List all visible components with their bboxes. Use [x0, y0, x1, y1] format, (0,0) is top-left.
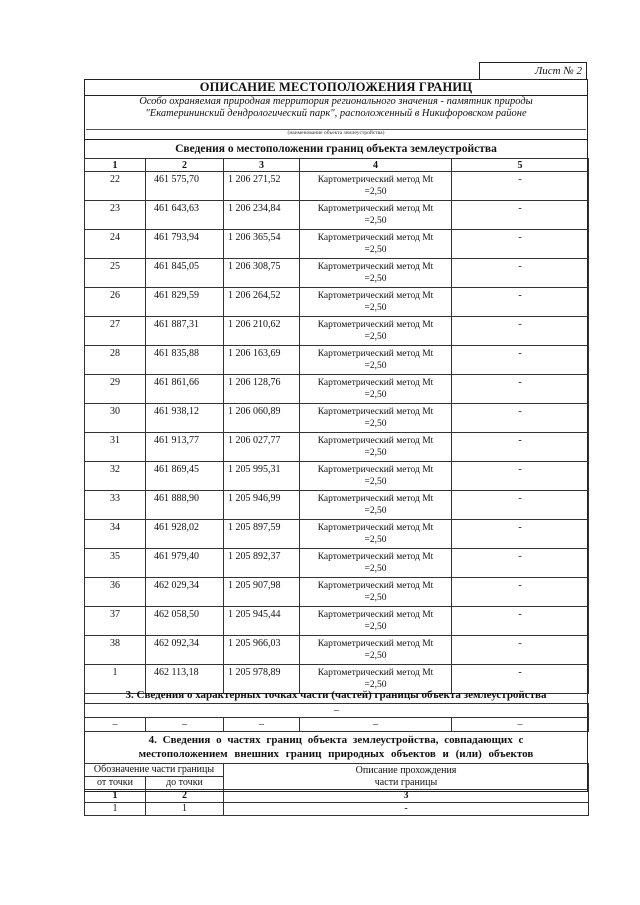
coord-y: 1 206 163,69: [224, 346, 300, 375]
coord-x: 461 835,88: [146, 346, 224, 375]
method-line1: Картометрический метод Mt: [317, 407, 434, 417]
coord-y: 1 205 892,37: [224, 549, 300, 578]
method-description: [300, 375, 452, 404]
point-number: 28: [85, 346, 146, 375]
sheet-number-box: [479, 62, 587, 79]
section3-table: [84, 703, 589, 732]
table-row: [85, 718, 589, 732]
method-line1: Картометрический метод Mt: [317, 552, 434, 562]
method-description: [300, 491, 452, 520]
method-line2: =2,50: [364, 390, 387, 400]
head-desc-line1: Описание прохождения: [355, 764, 457, 776]
section-divider: [84, 139, 588, 140]
coord-x: 462 058,50: [146, 607, 224, 636]
point-note: -: [452, 375, 589, 404]
method-line1: Картометрический метод Mt: [317, 668, 434, 678]
coord-x: 461 643,63: [146, 201, 224, 230]
method-description: [300, 607, 452, 636]
method-line2: =2,50: [364, 622, 387, 632]
coord-y: 1 205 946,99: [224, 491, 300, 520]
page-title: ОПИСАНИЕ МЕСТОПОЛОЖЕНИЯ ГРАНИЦ: [199, 80, 473, 94]
section4-table: [84, 763, 589, 816]
object-name: [86, 96, 586, 120]
point-note: -: [452, 549, 589, 578]
point-note: -: [452, 288, 589, 317]
method-description: [300, 404, 452, 433]
section2-title: Сведения о местоположении границ объекта землеустройства: [175, 143, 497, 155]
coord-x: 462 113,18: [146, 665, 224, 694]
head-to: до точки: [146, 777, 224, 790]
coord-y: 1 206 365,54: [224, 230, 300, 259]
method-line1: Картометрический метод Mt: [317, 639, 434, 649]
num-header-1: 1: [85, 790, 146, 803]
point-number: 36: [85, 578, 146, 607]
point-number: 30: [85, 404, 146, 433]
point-number: 33: [85, 491, 146, 520]
table-row: [85, 491, 589, 520]
header-col-1: 1: [85, 159, 146, 172]
point-number: 26: [85, 288, 146, 317]
section3-cell: –: [224, 718, 300, 732]
point-note: -: [452, 259, 589, 288]
method-line2: =2,50: [364, 245, 387, 255]
method-line1: Картометрический метод Mt: [317, 349, 434, 359]
coord-x: 461 575,70: [146, 172, 224, 201]
table-row: [85, 375, 589, 404]
method-line2: =2,50: [364, 216, 387, 226]
table-row: [85, 636, 589, 665]
coord-x: 461 938,12: [146, 404, 224, 433]
method-description: [300, 346, 452, 375]
method-line2: =2,50: [364, 564, 387, 574]
method-line1: Картометрический метод Mt: [317, 175, 434, 185]
method-description: [300, 317, 452, 346]
point-note: -: [452, 491, 589, 520]
method-description: [300, 259, 452, 288]
point-note: -: [452, 607, 589, 636]
section3-cell: –: [300, 718, 452, 732]
point-number: 22: [85, 172, 146, 201]
coord-x: 461 845,05: [146, 259, 224, 288]
point-note: -: [452, 172, 589, 201]
method-line2: =2,50: [364, 419, 387, 429]
method-description: [300, 520, 452, 549]
table-row: [85, 172, 589, 201]
head-from: от точки: [85, 777, 146, 790]
header-col-4: 4: [300, 159, 452, 172]
point-note: -: [452, 230, 589, 259]
coord-x: 462 092,34: [146, 636, 224, 665]
table-row: [85, 201, 589, 230]
coord-x: 461 979,40: [146, 549, 224, 578]
method-line2: =2,50: [364, 303, 387, 313]
table-row: [85, 288, 589, 317]
coord-x: 461 913,77: [146, 433, 224, 462]
coord-y: 1 206 210,62: [224, 317, 300, 346]
point-note: -: [452, 433, 589, 462]
method-line2: =2,50: [364, 361, 387, 371]
point-note: -: [452, 317, 589, 346]
table-header-row: [85, 764, 589, 777]
table-header-row: [85, 159, 589, 172]
object-name-line2: "Екатерининский дендрологический парк", расположенный в Никифоровском районе: [145, 108, 527, 119]
method-line1: Картометрический метод Mt: [317, 581, 434, 591]
table-row: [85, 578, 589, 607]
method-description: [300, 172, 452, 201]
point-number: 35: [85, 549, 146, 578]
coord-y: 1 205 978,89: [224, 665, 300, 694]
method-line1: Картометрический метод Mt: [317, 465, 434, 475]
point-note: -: [452, 462, 589, 491]
point-number: 24: [85, 230, 146, 259]
section4-title-line1: 4. Сведения о частях границ объекта землеустройства, совпадающих с: [148, 734, 524, 746]
method-line2: =2,50: [364, 535, 387, 545]
table-row: [85, 433, 589, 462]
method-description: [300, 201, 452, 230]
point-note: -: [452, 520, 589, 549]
section4-title: [84, 733, 588, 761]
section4-cell: -: [224, 803, 589, 816]
table-row: [85, 462, 589, 491]
section3-cell: –: [452, 718, 589, 732]
head-desc: [224, 764, 589, 790]
table-row: [85, 704, 589, 718]
coord-x: 461 793,94: [146, 230, 224, 259]
head-part: Обозначение части границы: [85, 764, 224, 777]
table-header-row: [85, 790, 589, 803]
section4-title-line2: местоположением внешних границ природных объектов и (или) объектов: [138, 748, 534, 760]
point-note: -: [452, 346, 589, 375]
table-row: [85, 549, 589, 578]
section4-cell: 1: [146, 803, 224, 816]
point-number: 29: [85, 375, 146, 404]
coord-y: 1 206 308,75: [224, 259, 300, 288]
method-line1: Картометрический метод Mt: [317, 436, 434, 446]
method-line1: Картометрический метод Mt: [317, 378, 434, 388]
header-col-5: 5: [452, 159, 589, 172]
method-line1: Картометрический метод Mt: [317, 523, 434, 533]
coord-y: 1 205 995,31: [224, 462, 300, 491]
method-line1: Картометрический метод Mt: [317, 320, 434, 330]
header-col-3: 3: [224, 159, 300, 172]
section3-cell: –: [85, 718, 146, 732]
header-col-2: 2: [146, 159, 224, 172]
method-line1: Картометрический метод Mt: [317, 262, 434, 272]
coord-y: 1 205 966,03: [224, 636, 300, 665]
sheet-label: Лист № 2: [534, 65, 582, 77]
point-note: -: [452, 578, 589, 607]
point-number: 27: [85, 317, 146, 346]
method-line2: =2,50: [364, 477, 387, 487]
coord-y: 1 206 027,77: [224, 433, 300, 462]
method-line2: =2,50: [364, 651, 387, 661]
point-number: 23: [85, 201, 146, 230]
table-row: [85, 803, 589, 816]
method-description: [300, 288, 452, 317]
section3-cell: –: [146, 718, 224, 732]
point-number: 32: [85, 462, 146, 491]
method-line2: =2,50: [364, 593, 387, 603]
coord-y: 1 206 060,89: [224, 404, 300, 433]
point-number: 31: [85, 433, 146, 462]
coord-x: 461 887,31: [146, 317, 224, 346]
table-row: [85, 346, 589, 375]
coord-x: 461 861,66: [146, 375, 224, 404]
method-description: [300, 462, 452, 491]
table-row: [85, 317, 589, 346]
point-number: 34: [85, 520, 146, 549]
method-line2: =2,50: [364, 680, 387, 690]
method-line1: Картометрический метод Mt: [317, 610, 434, 620]
section3-row1-cell: –: [85, 704, 589, 718]
point-number: 1: [85, 665, 146, 694]
num-header-2: 2: [146, 790, 224, 803]
method-line2: =2,50: [364, 187, 387, 197]
coord-y: 1 205 907,98: [224, 578, 300, 607]
point-note: -: [452, 404, 589, 433]
boundary-points-table: [84, 158, 589, 694]
point-note: -: [452, 201, 589, 230]
method-line2: =2,50: [364, 274, 387, 284]
method-line1: Картометрический метод Mt: [317, 494, 434, 504]
point-note: -: [452, 665, 589, 694]
table-row: [85, 520, 589, 549]
coord-x: 461 928,02: [146, 520, 224, 549]
method-line1: Картометрический метод Mt: [317, 233, 434, 243]
method-line1: Картометрический метод Mt: [317, 291, 434, 301]
coord-x: 461 869,45: [146, 462, 224, 491]
head-desc-line2: части границы: [374, 776, 438, 788]
table-row: [85, 404, 589, 433]
section3-title: 3. Сведения о характерных точках части (частей) границы объекта землеустройства: [125, 689, 547, 701]
method-description: [300, 578, 452, 607]
point-number: 25: [85, 259, 146, 288]
point-number: 38: [85, 636, 146, 665]
coord-x: 461 829,59: [146, 288, 224, 317]
section4-cell: 1: [85, 803, 146, 816]
method-description: [300, 230, 452, 259]
coord-x: 461 888,90: [146, 491, 224, 520]
coord-y: 1 206 271,52: [224, 172, 300, 201]
method-line2: =2,50: [364, 448, 387, 458]
table-row: [85, 259, 589, 288]
method-line2: =2,50: [364, 332, 387, 342]
method-line1: Картометрический метод Mt: [317, 204, 434, 214]
name-caption: (наименование объекта землеустройства): [287, 130, 385, 136]
num-header-3: 3: [224, 790, 589, 803]
table-row: [85, 230, 589, 259]
table-row: [85, 607, 589, 636]
point-number: 37: [85, 607, 146, 636]
coord-y: 1 206 234,84: [224, 201, 300, 230]
method-description: [300, 636, 452, 665]
method-line2: =2,50: [364, 506, 387, 516]
coord-y: 1 206 264,52: [224, 288, 300, 317]
method-description: [300, 433, 452, 462]
object-name-line1: Особо охраняемая природная территория регионального значения - памятник природы: [139, 96, 533, 107]
coord-y: 1 205 897,59: [224, 520, 300, 549]
coord-y: 1 205 945,44: [224, 607, 300, 636]
point-note: -: [452, 636, 589, 665]
method-description: [300, 549, 452, 578]
coord-x: 462 029,34: [146, 578, 224, 607]
coord-y: 1 206 128,76: [224, 375, 300, 404]
